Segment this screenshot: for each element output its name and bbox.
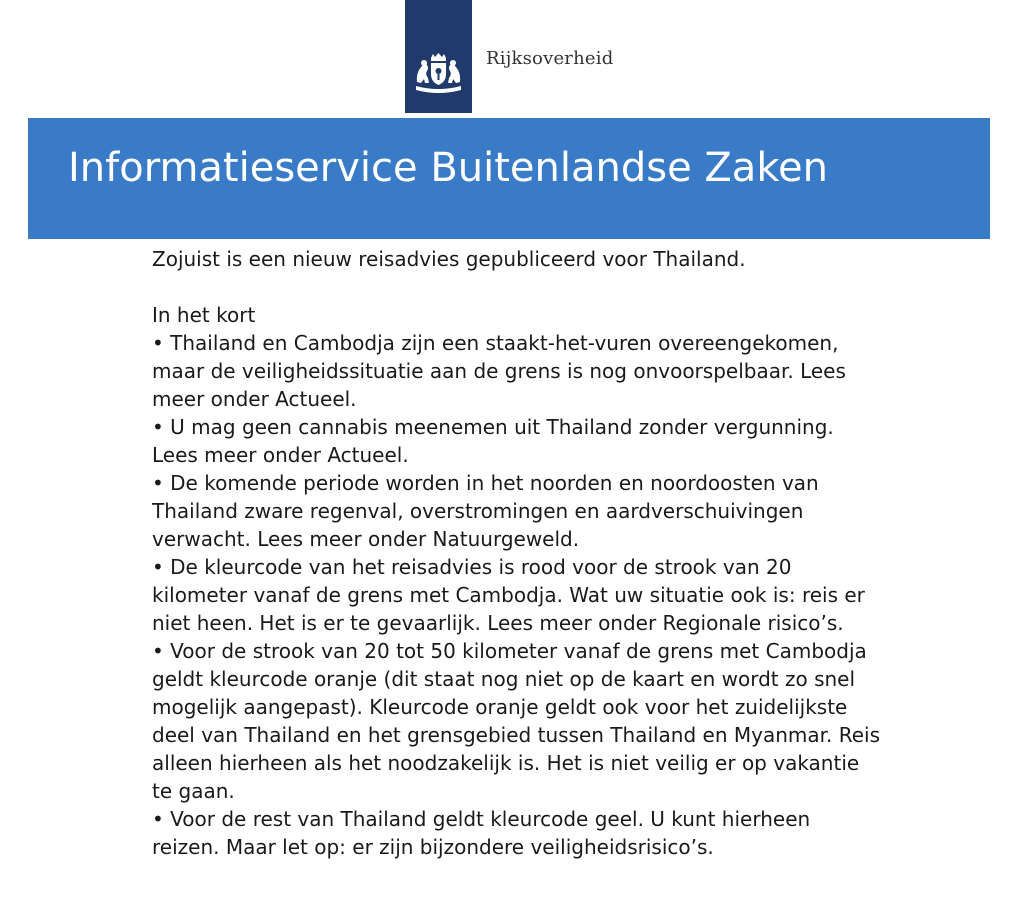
list-item: • Thailand en Cambodja zijn een staakt-het-vuren overeengekomen, maar de veiligheidssituatie aan de grens is nog onvoorspelbaar. Lees meer onder Actueel.: [152, 329, 882, 413]
intro-text: Zojuist is een nieuw reisadvies gepubliceerd voor Thailand.: [152, 247, 746, 271]
list-item: • De kleurcode van het reisadvies is rood voor de strook van 20 kilometer vanaf de grens met Cambodja. Wat uw situatie ook is: reis er niet heen. Het is er te gevaarlijk. Lees meer onder Regionale risico’s.: [152, 553, 882, 637]
list-item: • Voor de strook van 20 tot 50 kilometer vanaf de grens met Cambodja geldt kleurcode oranje (dit staat nog niet op de kaart en wordt zo snel mogelijk aangepast). Kleurcode oranje geldt ook voor het zuidelijkste deel van Thailand en het grensgebied tussen Thailand en Myanmar. Reis alleen hierheen als het noodzakelijk is. Het is niet veilig er op vakantie te gaan.: [152, 637, 882, 805]
list-item: • Voor de rest van Thailand geldt kleurcode geel. U kunt hierheen reizen. Maar let op: er zijn bijzondere veiligheidsrisico’s.: [152, 805, 882, 861]
message-body: [152, 245, 882, 861]
logo-wordmark: Rijksoverheid: [486, 48, 614, 69]
section-heading: In het kort: [152, 303, 256, 327]
rijksoverheid-logo-block: [405, 0, 472, 113]
page-title: Informatieservice Buitenlandse Zaken: [68, 145, 829, 191]
coat-of-arms-icon: [413, 52, 464, 94]
list-item: • U mag geen cannabis meenemen uit Thailand zonder vergunning. Lees meer onder Actueel.: [152, 413, 882, 469]
list-item: • De komende periode worden in het noorden en noordoosten van Thailand zware regenval, overstromingen en aardverschuivingen verwacht. Lees meer onder Natuurgeweld.: [152, 469, 882, 553]
banner: [28, 118, 990, 239]
summary-list: [152, 329, 882, 861]
